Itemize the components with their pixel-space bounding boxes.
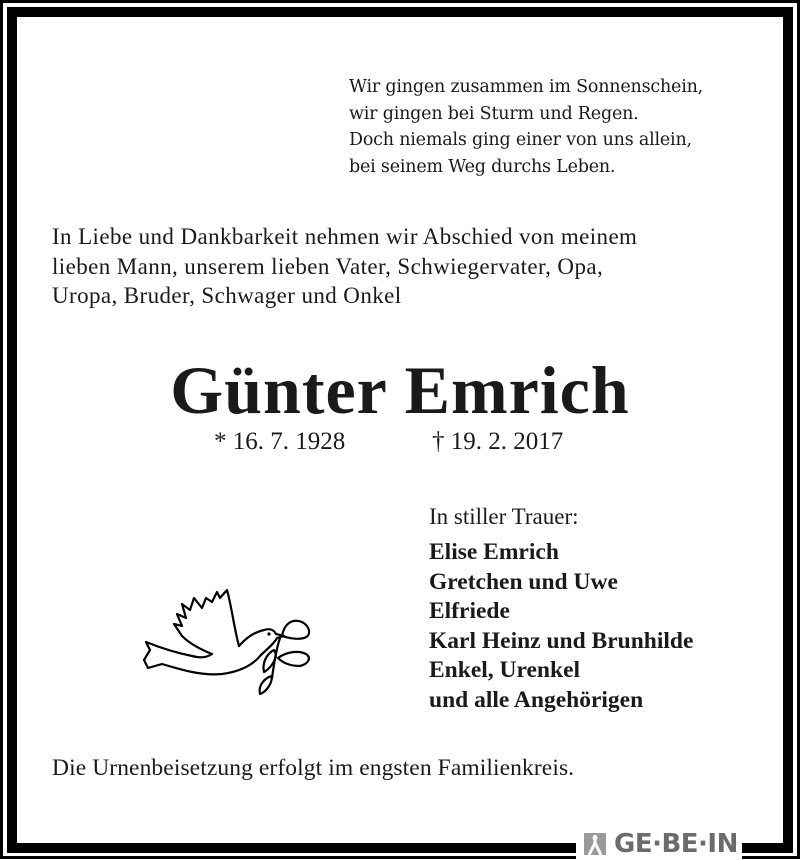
burial-note: Die Urnenbeisetzung erfolgt im engsten Familienkreis. <box>52 755 575 781</box>
deceased-name: Günter Emrich <box>170 352 630 428</box>
poem <box>349 74 703 180</box>
intro-line: lieben Mann, unserem lieben Vater, Schwiegervater, Opa, <box>52 253 604 279</box>
intro-text <box>52 222 637 311</box>
mourner: Karl Heinz und Brunhilde <box>429 627 694 654</box>
poem-line: wir gingen bei Sturm und Regen. <box>349 103 639 124</box>
intro-line: Uropa, Bruder, Schwager und Onkel <box>52 283 402 308</box>
intro-line: In Liebe und Dankbarkeit nehmen wir Abschied von meinem <box>52 224 638 249</box>
mourner: und alle Angehörigen <box>429 686 644 713</box>
mourner: Elise Emrich <box>429 539 559 565</box>
mourning-label: In stiller Trauer: <box>429 504 579 529</box>
mourners-list <box>429 538 693 715</box>
death-date: † 19. 2. 2017 <box>432 428 564 455</box>
dove-with-olive-branch-icon <box>142 578 314 696</box>
poem-line: Doch niemals ging einer von uns allein, <box>349 130 692 150</box>
gebein-logo-icon <box>582 831 608 857</box>
publisher-logo <box>576 828 742 860</box>
birth-date: * 16. 7. 1928 <box>214 428 346 455</box>
mourner: Gretchen und Uwe <box>429 568 618 595</box>
poem-line: bei seinem Weg durchs Leben. <box>349 156 616 177</box>
poem-line: Wir gingen zusammen im Sonnenschein, <box>349 77 704 97</box>
logo-text: GE·BE·IN <box>614 829 738 859</box>
mourner: Elfriede <box>429 598 510 624</box>
mourner: Enkel, Urenkel <box>429 657 581 683</box>
